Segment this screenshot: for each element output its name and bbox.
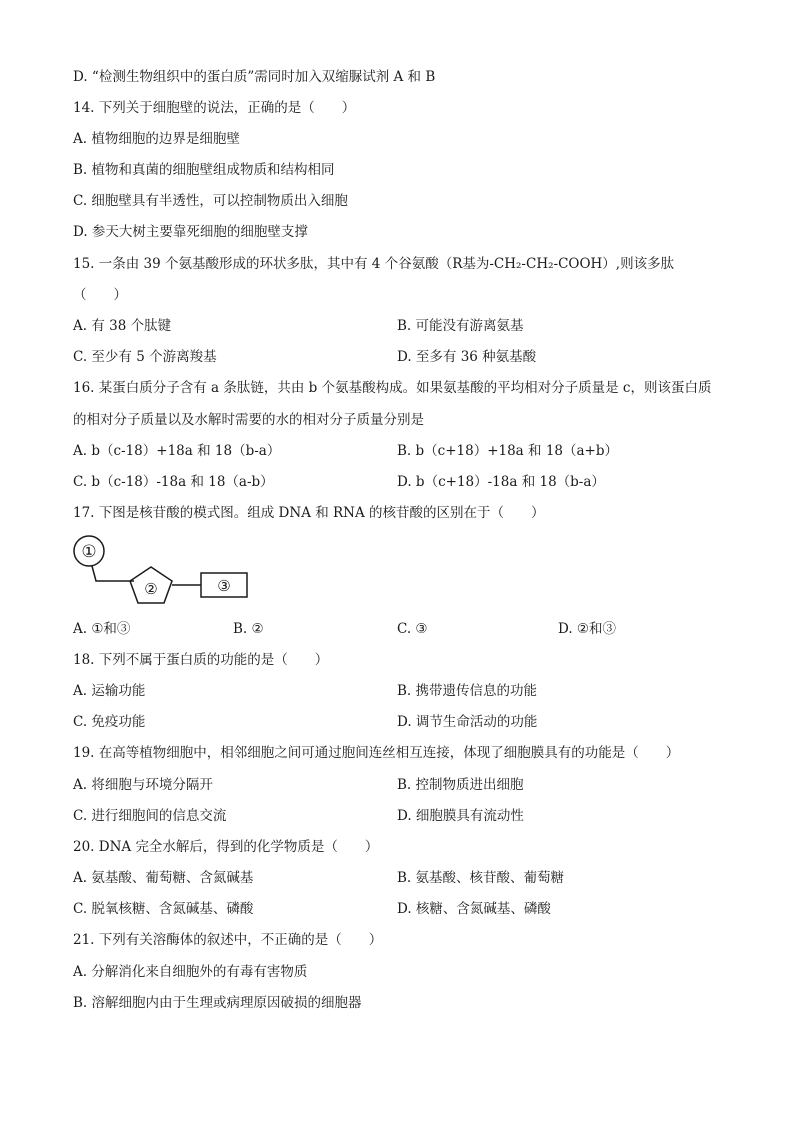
q16-option-c: C. b（c-18）-18a 和 18（a-b） xyxy=(73,474,274,490)
q15-option-d: D. 至多有 36 种氨基酸 xyxy=(397,349,537,365)
q16-option-b: B. b（c+18）+18a 和 18（a+b） xyxy=(397,443,618,459)
q14-option-b: B. 植物和真菌的细胞壁组成物质和结构相同 xyxy=(73,162,335,178)
q21-option-b: B. 溶解细胞内由于生理或病理原因破损的细胞器 xyxy=(73,995,362,1011)
q20-option-a: A. 氨基酸、葡萄糖、含氮碱基 xyxy=(73,870,254,886)
q21-option-a: A. 分解消化来自细胞外的有毒有害物质 xyxy=(73,964,308,980)
q15-stem: 15. 一条由 39 个氨基酸形成的环状多肽，其中有 4 个谷氨酸（R基为-CH₂-CH₂-COOH）,则该多肽 xyxy=(73,256,675,272)
q19-option-a: A. 将细胞与环境分隔开 xyxy=(73,777,213,793)
q19-option-c: C. 进行细胞间的信息交流 xyxy=(73,808,227,824)
q14-option-a: A. 植物细胞的边界是细胞壁 xyxy=(73,131,240,147)
q15-option-b: B. 可能没有游离氨基 xyxy=(397,318,524,334)
q19-stem: 19. 在高等植物细胞中，相邻细胞之间可通过胞间连丝相互连接，体现了细胞膜具有的功能是（ ） xyxy=(73,745,680,761)
q19-option-b: B. 控制物质进出细胞 xyxy=(397,777,524,793)
q13-option-d: D. “检测生物组织中的蛋白质”需同时加入双缩脲试剂 A 和 B xyxy=(73,69,436,85)
nucleotide-diagram xyxy=(70,533,260,608)
q18-option-d: D. 调节生命活动的功能 xyxy=(397,714,538,730)
q18-option-c: C. 免疫功能 xyxy=(73,714,146,730)
q17-option-d: D. ②和③ xyxy=(558,621,617,637)
q17-option-c: C. ③ xyxy=(397,621,428,637)
q21-stem: 21. 下列有关溶酶体的叙述中，不正确的是（ ） xyxy=(73,932,383,948)
q16-option-d: D. b（c+18）-18a 和 18（b-a） xyxy=(397,474,605,490)
q19-option-d: D. 细胞膜具有流动性 xyxy=(397,808,524,824)
q17-stem: 17. 下图是核苷酸的模式图。组成 DNA 和 RNA 的核苷酸的区别在于（ ） xyxy=(73,505,545,521)
q17-option-b: B. ② xyxy=(233,621,264,637)
label-3: ③ xyxy=(217,577,231,595)
q14-stem: 14. 下列关于细胞壁的说法，正确的是（ ） xyxy=(73,100,356,116)
q14-option-d: D. 参天大树主要靠死细胞的细胞壁支撑 xyxy=(73,224,308,240)
label-2: ② xyxy=(144,580,158,598)
q20-option-d: D. 核糖、含氮碱基、磷酸 xyxy=(397,901,551,917)
q18-stem: 18. 下列不属于蛋白质的功能的是（ ） xyxy=(73,652,329,668)
q14-option-c: C. 细胞壁具有半透性，可以控制物质出入细胞 xyxy=(73,193,348,209)
q16-option-a: A. b（c-18）+18a 和 18（b-a） xyxy=(73,443,281,459)
q16-stem-cont: 的相对分子质量以及水解时需要的水的相对分子质量分别是 xyxy=(73,412,424,428)
label-1: ① xyxy=(81,542,97,562)
q18-option-b: B. 携带遗传信息的功能 xyxy=(397,683,538,699)
q20-stem: 20. DNA 完全水解后，得到的化学物质是（ ） xyxy=(73,839,379,855)
q20-option-b: B. 氨基酸、核苷酸、葡萄糖 xyxy=(397,870,565,886)
phosphate-sugar-bond xyxy=(92,566,134,581)
q18-option-a: A. 运输功能 xyxy=(73,683,146,699)
q15-stem-bracket: （ ） xyxy=(73,287,127,303)
q16-stem: 16. 某蛋白质分子含有 a 条肽链，共由 b 个氨基酸构成。如果氨基酸的平均相对分子质量是 c，则该蛋白质 xyxy=(73,380,712,396)
q20-option-c: C. 脱氧核糖、含氮碱基、磷酸 xyxy=(73,901,254,917)
q15-option-c: C. 至少有 5 个游离羧基 xyxy=(73,349,217,365)
q15-option-a: A. 有 38 个肽键 xyxy=(73,318,172,334)
q17-option-a: A. ①和③ xyxy=(73,621,131,637)
